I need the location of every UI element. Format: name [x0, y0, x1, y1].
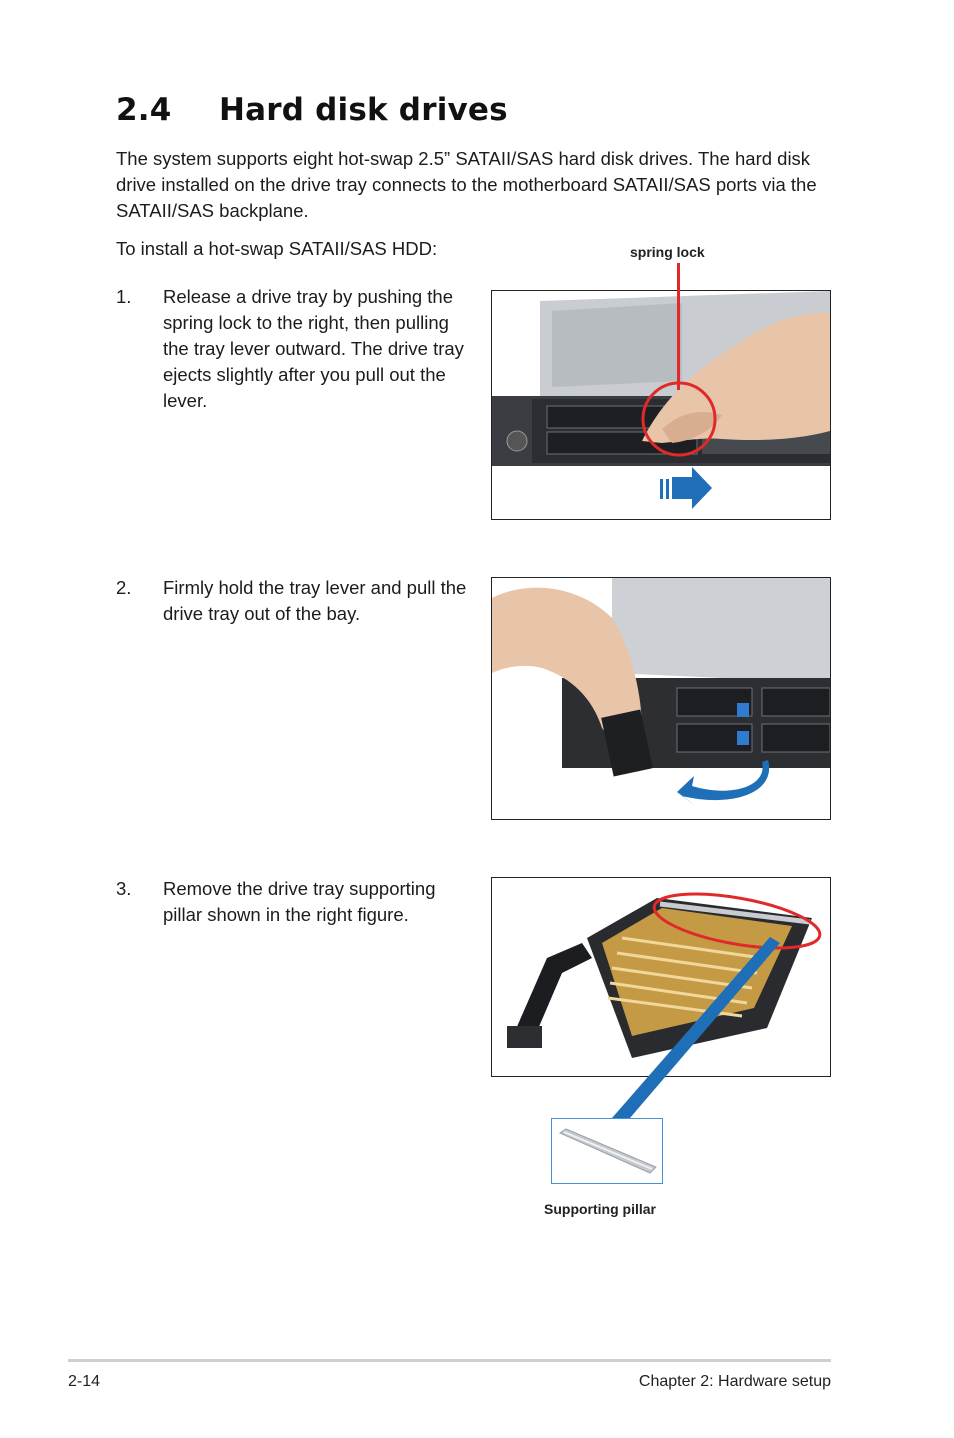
footer-rule: [68, 1359, 831, 1362]
step-text: Remove the drive tray supporting pillar shown in the right figure.: [163, 878, 436, 925]
supporting-pillar-inset: [551, 1118, 663, 1184]
section-heading: [116, 92, 508, 128]
figure-pull-drive-tray: [491, 577, 831, 820]
section-title: Hard disk drives: [219, 92, 508, 128]
step-text: Firmly hold the tray lever and pull the drive tray out of the bay.: [163, 577, 467, 624]
chapter-title: Chapter 2: Hardware setup: [638, 1373, 831, 1390]
step-number: 1.: [116, 286, 132, 307]
step-number: 2.: [116, 577, 132, 598]
intro-paragraph: The system supports eight hot-swap 2.5” SATAII/SAS hard disk drives. The hard disk drive installed on the drive tray connects to the motherboard SATAII/SAS ports via the SATAII/SAS backplane.: [116, 148, 817, 221]
pillar-callout-line: [600, 935, 790, 1120]
spring-lock-callout-line: [677, 263, 680, 390]
step-text: Release a drive tray by pushing the spring lock to the right, then pulling the tray lever outward. The drive tray ejects slightly after you pull out the lever.: [163, 286, 464, 411]
supporting-pillar-label: Supporting pillar: [544, 1201, 656, 1217]
section-number: 2.4: [116, 92, 172, 128]
step-number: 3.: [116, 878, 132, 899]
supporting-pillar-illustration: [552, 1119, 662, 1183]
figure-1-illustration: [492, 291, 830, 519]
spring-lock-label: spring lock: [630, 244, 705, 260]
figure-2-illustration: [492, 578, 830, 819]
install-heading: To install a hot-swap SATAII/SAS HDD:: [116, 238, 438, 259]
figure-release-spring-lock: [491, 290, 831, 520]
page-number: 2-14: [68, 1373, 101, 1390]
